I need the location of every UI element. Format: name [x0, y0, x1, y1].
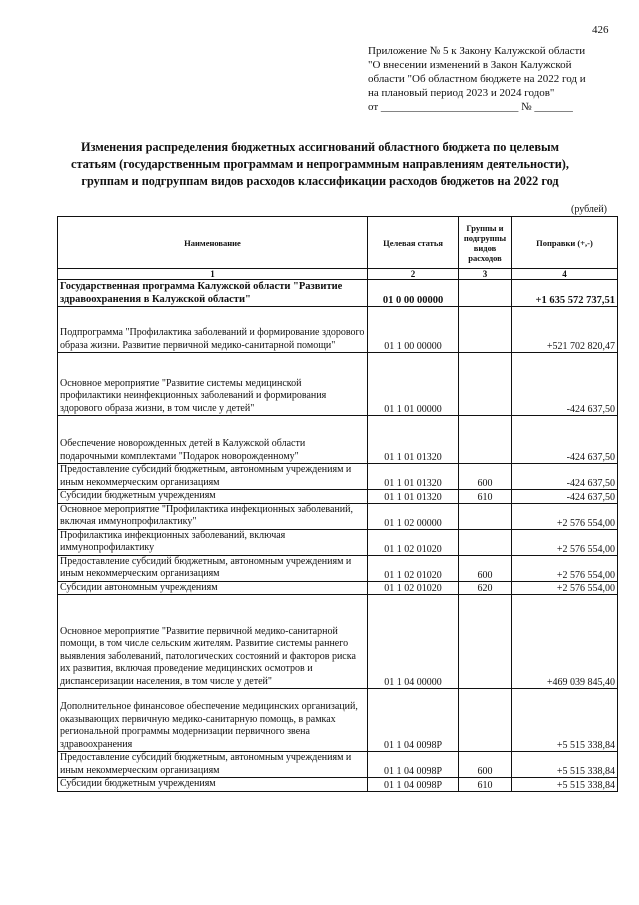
table-row — [58, 503, 618, 529]
row-amount: +2 576 554,00 — [512, 581, 618, 595]
row-name: Государственная программа Калужской области "Развитие здравоохранения в Калужской области" — [58, 280, 368, 307]
table-row — [58, 581, 618, 595]
page-number: 426 — [592, 24, 609, 36]
annex-header — [368, 44, 630, 114]
row-expense-group — [459, 307, 512, 353]
table-row — [58, 280, 618, 307]
row-amount: +2 576 554,00 — [512, 503, 618, 529]
row-target-code: 01 1 01 01320 — [368, 416, 459, 464]
budget-table — [57, 216, 618, 792]
row-amount: +5 515 338,84 — [512, 778, 618, 792]
row-amount: +2 576 554,00 — [512, 555, 618, 581]
row-expense-group: 610 — [459, 490, 512, 504]
row-target-code: 01 1 01 00000 — [368, 353, 459, 416]
title-line: Изменения распределения бюджетных ассигнований областного бюджета по целевым — [81, 140, 559, 154]
row-target-code: 01 1 02 01020 — [368, 529, 459, 555]
table-row — [58, 416, 618, 464]
header-code: Целевая статья — [368, 217, 459, 269]
row-amount: +2 576 554,00 — [512, 529, 618, 555]
row-amount: -424 637,50 — [512, 464, 618, 490]
row-amount: +521 702 820,47 — [512, 307, 618, 353]
table-row — [58, 529, 618, 555]
row-expense-group — [459, 353, 512, 416]
header-amount: Поправки (+,-) — [512, 217, 618, 269]
row-name: Подпрограмма "Профилактика заболеваний и формирование здорового образа жизни. Развитие первичной медико-санитарной помощи" — [58, 307, 368, 353]
row-amount: -424 637,50 — [512, 490, 618, 504]
row-target-code: 01 1 04 0098P — [368, 752, 459, 778]
row-name: Основное мероприятие "Развитие системы медицинской профилактики неинфекционных заболеваний и формирования здорового образа жизни, в том числе у детей" — [58, 353, 368, 416]
row-expense-group — [459, 689, 512, 752]
row-name: Профилактика инфекционных заболеваний, включая иммунопрофилактику — [58, 529, 368, 555]
row-expense-group — [459, 529, 512, 555]
row-name: Обеспечение новорожденных детей в Калужской области подарочными комплектами "Подарок новорожденному" — [58, 416, 368, 464]
row-target-code: 01 1 02 01020 — [368, 555, 459, 581]
row-target-code: 01 1 01 01320 — [368, 464, 459, 490]
row-name: Субсидии бюджетным учреждениям — [58, 490, 368, 504]
table-row — [58, 778, 618, 792]
row-expense-group: 620 — [459, 581, 512, 595]
column-number-row — [58, 269, 618, 280]
row-name: Основное мероприятие "Профилактика инфекционных заболеваний, включая иммунопрофилактику" — [58, 503, 368, 529]
column-number: 2 — [368, 269, 459, 280]
row-expense-group: 600 — [459, 752, 512, 778]
row-target-code: 01 1 04 0098P — [368, 778, 459, 792]
column-number: 1 — [58, 269, 368, 280]
annex-line: на плановый период 2023 и 2024 годов" — [368, 87, 555, 99]
table-row — [58, 490, 618, 504]
row-expense-group: 600 — [459, 464, 512, 490]
row-amount: +5 515 338,84 — [512, 689, 618, 752]
header-group: Группы и подгруппы видов расходов — [459, 217, 512, 269]
row-expense-group — [459, 503, 512, 529]
table-row — [58, 307, 618, 353]
title-line: группам и подгруппам видов расходов классификации расходов бюджетов на 2022 год — [81, 174, 559, 188]
annex-line: от _________________________ № _______ — [368, 101, 573, 113]
table-header-row — [58, 217, 618, 269]
table-row — [58, 555, 618, 581]
column-number: 4 — [512, 269, 618, 280]
document-title — [30, 139, 610, 190]
row-amount: -424 637,50 — [512, 416, 618, 464]
row-name: Предоставление субсидий бюджетным, автономным учреждениям и иным некоммерческим организациям — [58, 752, 368, 778]
row-target-code: 01 1 00 00000 — [368, 307, 459, 353]
row-target-code: 01 0 00 00000 — [368, 280, 459, 307]
row-target-code: 01 1 02 01020 — [368, 581, 459, 595]
row-amount: -424 637,50 — [512, 353, 618, 416]
row-target-code: 01 1 02 00000 — [368, 503, 459, 529]
annex-line: "О внесении изменений в Закон Калужской — [368, 59, 572, 71]
table-row — [58, 464, 618, 490]
row-expense-group — [459, 280, 512, 307]
row-expense-group: 600 — [459, 555, 512, 581]
row-amount: +5 515 338,84 — [512, 752, 618, 778]
units-label: (рублей) — [571, 204, 608, 215]
table-row — [58, 595, 618, 689]
column-number: 3 — [459, 269, 512, 280]
row-target-code: 01 1 01 01320 — [368, 490, 459, 504]
table-row — [58, 752, 618, 778]
table-row — [58, 689, 618, 752]
title-line: статьям (государственным программам и непрограммным направлениям деятельности), — [71, 157, 569, 171]
annex-line: области "Об областном бюджете на 2022 год и — [368, 73, 586, 85]
row-expense-group — [459, 595, 512, 689]
row-name: Предоставление субсидий бюджетным, автономным учреждениям и иным некоммерческим организациям — [58, 464, 368, 490]
row-amount: +1 635 572 737,51 — [512, 280, 618, 307]
annex-line: Приложение № 5 к Закону Калужской области — [368, 45, 586, 57]
table-row — [58, 353, 618, 416]
row-name: Субсидии бюджетным учреждениям — [58, 778, 368, 792]
row-target-code: 01 1 04 00000 — [368, 595, 459, 689]
row-name: Дополнительное финансовое обеспечение медицинских организаций, оказывающих первичную медико-санитарную помощь, в рамках региональной программы модернизации первичного звена здравоохранения — [58, 689, 368, 752]
row-name: Субсидии автономным учреждениям — [58, 581, 368, 595]
row-target-code: 01 1 04 0098P — [368, 689, 459, 752]
header-name: Наименование — [58, 217, 368, 269]
row-name: Предоставление субсидий бюджетным, автономным учреждениям и иным некоммерческим организациям — [58, 555, 368, 581]
row-amount: +469 039 845,40 — [512, 595, 618, 689]
row-expense-group: 610 — [459, 778, 512, 792]
row-expense-group — [459, 416, 512, 464]
row-name: Основное мероприятие "Развитие первичной медико-санитарной помощи, в том числе сельским жителям. Развитие системы раннего выявления заболеваний, патологических состояний и факторов риска их развития, включая проведение медицинских осмотров и диспансеризации населения, в том числе у детей" — [58, 595, 368, 689]
